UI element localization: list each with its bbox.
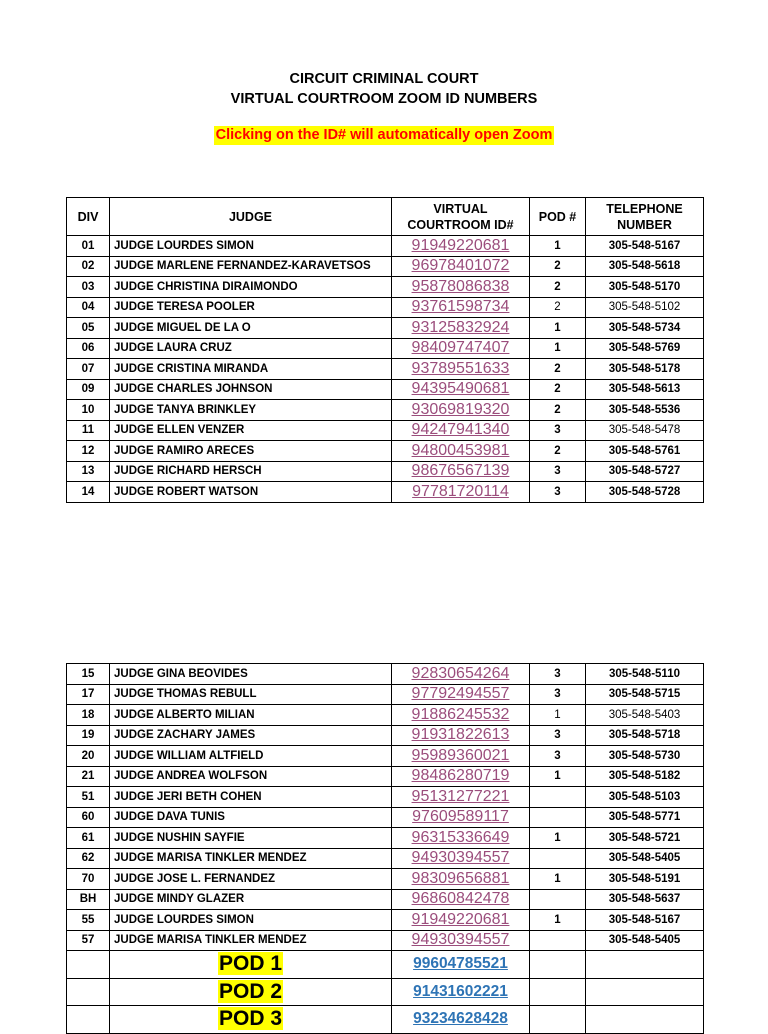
pod-row [67, 951, 704, 979]
telephone-cell: 305-548-5170 [586, 277, 704, 298]
pod-empty-cell [530, 1006, 586, 1034]
zoom-notice: Clicking on the ID# will automatically open Zoom [215, 127, 553, 143]
zoom-id-cell [392, 420, 530, 441]
div-cell: 09 [67, 379, 110, 400]
div-cell: 02 [67, 256, 110, 277]
div-cell: 19 [67, 725, 110, 746]
pod-empty-cell [67, 951, 110, 979]
div-cell: 51 [67, 787, 110, 808]
zoom-id-link[interactable]: 94800453981 [411, 441, 510, 459]
zoom-id-cell [392, 746, 530, 767]
zoom-id-cell [392, 807, 530, 828]
telephone-cell: 305-548-5178 [586, 359, 704, 380]
judge-cell: JUDGE DAVA TUNIS [110, 807, 392, 828]
zoom-id-link[interactable]: 97781720114 [412, 482, 509, 500]
pod-label-cell [110, 1006, 392, 1034]
div-cell: 11 [67, 420, 110, 441]
div-cell: 20 [67, 746, 110, 767]
pod-empty-cell [67, 1006, 110, 1034]
zoom-id-link[interactable]: 91949220681 [411, 236, 510, 254]
zoom-id-cell [392, 338, 530, 359]
table-row [67, 746, 704, 767]
div-cell: 14 [67, 482, 110, 503]
pod-cell: 1 [530, 869, 586, 890]
judge-cell: JUDGE ZACHARY JAMES [110, 725, 392, 746]
pod-label: POD 1 [218, 952, 283, 976]
telephone-cell: 305-548-5637 [586, 889, 704, 910]
pod-zoom-cell [392, 978, 530, 1006]
pod-cell: 2 [530, 379, 586, 400]
zoom-id-link[interactable]: 92830654264 [411, 664, 510, 682]
judge-cell: JUDGE LOURDES SIMON [110, 910, 392, 931]
pod-cell: 2 [530, 400, 586, 421]
zoom-id-cell [392, 828, 530, 849]
judge-cell: JUDGE MARISA TINKLER MENDEZ [110, 930, 392, 951]
table-row [67, 869, 704, 890]
div-cell: 57 [67, 930, 110, 951]
zoom-id-cell [392, 379, 530, 400]
div-cell: 61 [67, 828, 110, 849]
col-pod-header: POD # [530, 198, 586, 236]
table-row [67, 318, 704, 339]
table-row [67, 787, 704, 808]
telephone-cell: 305-548-5536 [586, 400, 704, 421]
zoom-id-cell [392, 359, 530, 380]
telephone-cell: 305-548-5715 [586, 684, 704, 705]
table-row [67, 910, 704, 931]
judges-table-1 [66, 197, 704, 503]
zoom-id-cell [392, 869, 530, 890]
zoom-id-link[interactable]: 97609589117 [412, 808, 509, 826]
telephone-cell: 305-548-5618 [586, 256, 704, 277]
zoom-id-link[interactable]: 96860842478 [411, 890, 510, 908]
pod-cell: 1 [530, 318, 586, 339]
div-cell: 17 [67, 684, 110, 705]
div-cell: 13 [67, 461, 110, 482]
notice-wrapper [0, 126, 768, 145]
pod-zoom-link[interactable]: 99604785521 [413, 955, 508, 973]
pod-label-cell [110, 951, 392, 979]
col-virtual-line1: VIRTUAL [433, 201, 488, 216]
zoom-id-link[interactable]: 91931822613 [411, 726, 510, 744]
pod-cell: 3 [530, 684, 586, 705]
zoom-id-link[interactable]: 97792494557 [411, 685, 510, 703]
col-tel-line1: TELEPHONE [606, 201, 683, 216]
judge-cell: JUDGE GINA BEOVIDES [110, 664, 392, 685]
table-row [67, 461, 704, 482]
telephone-cell: 305-548-5405 [586, 848, 704, 869]
judge-cell: JUDGE NUSHIN SAYFIE [110, 828, 392, 849]
zoom-id-cell [392, 684, 530, 705]
pod-cell: 2 [530, 359, 586, 380]
pod-cell: 2 [530, 256, 586, 277]
zoom-id-cell [392, 725, 530, 746]
judge-cell: JUDGE ANDREA WOLFSON [110, 766, 392, 787]
pod-empty-cell [586, 951, 704, 979]
pod-cell [530, 889, 586, 910]
div-cell: 01 [67, 236, 110, 257]
zoom-id-cell [392, 848, 530, 869]
col-judge-header: JUDGE [110, 198, 392, 236]
col-virtual-header [392, 198, 530, 236]
pod-empty-cell [530, 951, 586, 979]
table-row [67, 848, 704, 869]
div-cell: 10 [67, 400, 110, 421]
table-row [67, 482, 704, 503]
telephone-cell: 305-548-5769 [586, 338, 704, 359]
zoom-id-link[interactable]: 94930394557 [411, 931, 510, 949]
telephone-cell: 305-548-5761 [586, 441, 704, 462]
zoom-id-cell [392, 910, 530, 931]
zoom-id-cell [392, 441, 530, 462]
pod-row [67, 1006, 704, 1034]
telephone-cell: 305-548-5478 [586, 420, 704, 441]
zoom-id-cell [392, 236, 530, 257]
pod-cell [530, 848, 586, 869]
div-cell: 12 [67, 441, 110, 462]
table-row [67, 441, 704, 462]
div-cell: 06 [67, 338, 110, 359]
zoom-id-cell [392, 482, 530, 503]
zoom-id-cell [392, 930, 530, 951]
table-header-row [67, 198, 704, 236]
zoom-id-link[interactable]: 91886245532 [411, 705, 510, 723]
zoom-id-cell [392, 889, 530, 910]
zoom-id-cell [392, 297, 530, 318]
telephone-cell: 305-548-5103 [586, 787, 704, 808]
zoom-id-link[interactable]: 98486280719 [411, 767, 510, 785]
zoom-id-link[interactable]: 94395490681 [411, 380, 510, 398]
zoom-id-link[interactable]: 96315336649 [411, 828, 510, 846]
table-row [67, 828, 704, 849]
telephone-cell: 305-548-5728 [586, 482, 704, 503]
pod-empty-cell [586, 1006, 704, 1034]
zoom-id-link[interactable]: 94247941340 [411, 421, 510, 439]
judge-cell: JUDGE TANYA BRINKLEY [110, 400, 392, 421]
col-virtual-line2: COURTROOM ID# [407, 217, 514, 232]
judges-table-2-body [67, 664, 704, 951]
zoom-id-link[interactable]: 96978401072 [411, 257, 510, 275]
pod-cell: 2 [530, 277, 586, 298]
pod-cell: 3 [530, 725, 586, 746]
document-subtitle: VIRTUAL COURTROOM ZOOM ID NUMBERS [230, 91, 538, 107]
pods-body [67, 951, 704, 1034]
telephone-cell: 305-548-5405 [586, 930, 704, 951]
judge-cell: JUDGE THOMAS REBULL [110, 684, 392, 705]
judge-cell: JUDGE MIGUEL DE LA O [110, 318, 392, 339]
telephone-cell: 305-548-5727 [586, 461, 704, 482]
table-row [67, 420, 704, 441]
table-row [67, 705, 704, 726]
table-row [67, 807, 704, 828]
pod-cell [530, 930, 586, 951]
pod-zoom-link[interactable]: 91431602221 [413, 982, 508, 1000]
judge-cell: JUDGE MARISA TINKLER MENDEZ [110, 848, 392, 869]
judge-cell: JUDGE ROBERT WATSON [110, 482, 392, 503]
zoom-id-link[interactable]: 93761598734 [411, 298, 510, 316]
pod-cell [530, 807, 586, 828]
judge-cell: JUDGE WILLIAM ALTFIELD [110, 746, 392, 767]
telephone-cell: 305-548-5110 [586, 664, 704, 685]
zoom-id-link[interactable]: 95989360021 [411, 746, 510, 764]
zoom-id-link[interactable]: 93125832924 [411, 318, 510, 336]
pod-cell: 1 [530, 338, 586, 359]
telephone-cell: 305-548-5721 [586, 828, 704, 849]
telephone-cell: 305-548-5730 [586, 746, 704, 767]
zoom-id-link[interactable]: 98309656881 [411, 869, 510, 887]
judge-cell: JUDGE JOSE L. FERNANDEZ [110, 869, 392, 890]
pod-label-cell [110, 978, 392, 1006]
pod-zoom-link[interactable]: 93234628428 [413, 1010, 508, 1028]
pod-empty-cell [67, 978, 110, 1006]
pod-cell: 3 [530, 420, 586, 441]
telephone-cell: 305-548-5102 [586, 297, 704, 318]
telephone-cell: 305-548-5182 [586, 766, 704, 787]
pod-empty-cell [530, 978, 586, 1006]
pod-cell: 3 [530, 482, 586, 503]
judge-cell: JUDGE CHRISTINA DIRAIMONDO [110, 277, 392, 298]
div-cell: 60 [67, 807, 110, 828]
pod-cell: 1 [530, 236, 586, 257]
zoom-id-link[interactable]: 98409747407 [411, 339, 510, 357]
telephone-cell: 305-548-5734 [586, 318, 704, 339]
pod-cell: 3 [530, 461, 586, 482]
judges-table-2 [66, 663, 704, 1034]
zoom-id-cell [392, 318, 530, 339]
table-row [67, 684, 704, 705]
zoom-id-link[interactable]: 93069819320 [411, 400, 510, 418]
telephone-cell: 305-548-5771 [586, 807, 704, 828]
div-cell: 18 [67, 705, 110, 726]
pod-zoom-cell [392, 951, 530, 979]
judge-cell: JUDGE CRISTINA MIRANDA [110, 359, 392, 380]
zoom-id-link[interactable]: 98676567139 [411, 462, 510, 480]
judges-table-1-body [67, 236, 704, 503]
pod-label: POD 2 [218, 979, 283, 1003]
div-cell: BH [67, 889, 110, 910]
zoom-id-cell [392, 256, 530, 277]
judge-cell: JUDGE CHARLES JOHNSON [110, 379, 392, 400]
table-row [67, 236, 704, 257]
table-row [67, 664, 704, 685]
table-row [67, 359, 704, 380]
div-cell: 55 [67, 910, 110, 931]
judge-cell: JUDGE MINDY GLAZER [110, 889, 392, 910]
pod-cell: 1 [530, 910, 586, 931]
judge-cell: JUDGE LAURA CRUZ [110, 338, 392, 359]
table-row [67, 725, 704, 746]
judge-cell: JUDGE LOURDES SIMON [110, 236, 392, 257]
pod-cell [530, 787, 586, 808]
pod-cell: 2 [530, 441, 586, 462]
telephone-cell: 305-548-5718 [586, 725, 704, 746]
telephone-cell: 305-548-5403 [586, 705, 704, 726]
zoom-id-link[interactable]: 91949220681 [411, 910, 510, 928]
table-row [67, 297, 704, 318]
judge-cell: JUDGE ELLEN VENZER [110, 420, 392, 441]
pod-label: POD 3 [218, 1007, 283, 1031]
table-row [67, 930, 704, 951]
judge-cell: JUDGE MARLENE FERNANDEZ-KARAVETSOS [110, 256, 392, 277]
table-row [67, 338, 704, 359]
telephone-cell: 305-548-5167 [586, 236, 704, 257]
zoom-id-cell [392, 400, 530, 421]
judge-cell: JUDGE JERI BETH COHEN [110, 787, 392, 808]
pod-cell: 1 [530, 828, 586, 849]
pod-empty-cell [586, 978, 704, 1006]
pod-cell: 1 [530, 705, 586, 726]
document-title: CIRCUIT CRIMINAL COURT [289, 71, 479, 87]
judge-cell: JUDGE RAMIRO ARECES [110, 441, 392, 462]
col-div-header: DIV [67, 198, 110, 236]
judge-cell: JUDGE TERESA POOLER [110, 297, 392, 318]
telephone-cell: 305-548-5191 [586, 869, 704, 890]
table-row [67, 379, 704, 400]
div-cell: 05 [67, 318, 110, 339]
zoom-id-link[interactable]: 95131277221 [411, 787, 510, 805]
div-cell: 70 [67, 869, 110, 890]
zoom-id-cell [392, 461, 530, 482]
zoom-id-cell [392, 787, 530, 808]
zoom-id-cell [392, 664, 530, 685]
col-tel-line2: NUMBER [617, 217, 672, 232]
zoom-id-cell [392, 277, 530, 298]
pod-row [67, 978, 704, 1006]
table-row [67, 277, 704, 298]
telephone-cell: 305-548-5167 [586, 910, 704, 931]
pod-zoom-cell [392, 1006, 530, 1034]
col-tel-header [586, 198, 704, 236]
telephone-cell: 305-548-5613 [586, 379, 704, 400]
judge-cell: JUDGE RICHARD HERSCH [110, 461, 392, 482]
table-row [67, 766, 704, 787]
pod-cell: 1 [530, 766, 586, 787]
zoom-id-cell [392, 705, 530, 726]
div-cell: 03 [67, 277, 110, 298]
table-row [67, 400, 704, 421]
zoom-id-cell [392, 766, 530, 787]
zoom-id-link[interactable]: 93789551633 [411, 359, 510, 377]
pod-cell: 3 [530, 664, 586, 685]
pod-cell: 2 [530, 297, 586, 318]
zoom-id-link[interactable]: 94930394557 [411, 849, 510, 867]
table-row [67, 256, 704, 277]
table-row [67, 889, 704, 910]
pod-cell: 3 [530, 746, 586, 767]
div-cell: 21 [67, 766, 110, 787]
div-cell: 07 [67, 359, 110, 380]
div-cell: 04 [67, 297, 110, 318]
div-cell: 15 [67, 664, 110, 685]
div-cell: 62 [67, 848, 110, 869]
zoom-id-link[interactable]: 95878086838 [411, 277, 510, 295]
judge-cell: JUDGE ALBERTO MILIAN [110, 705, 392, 726]
